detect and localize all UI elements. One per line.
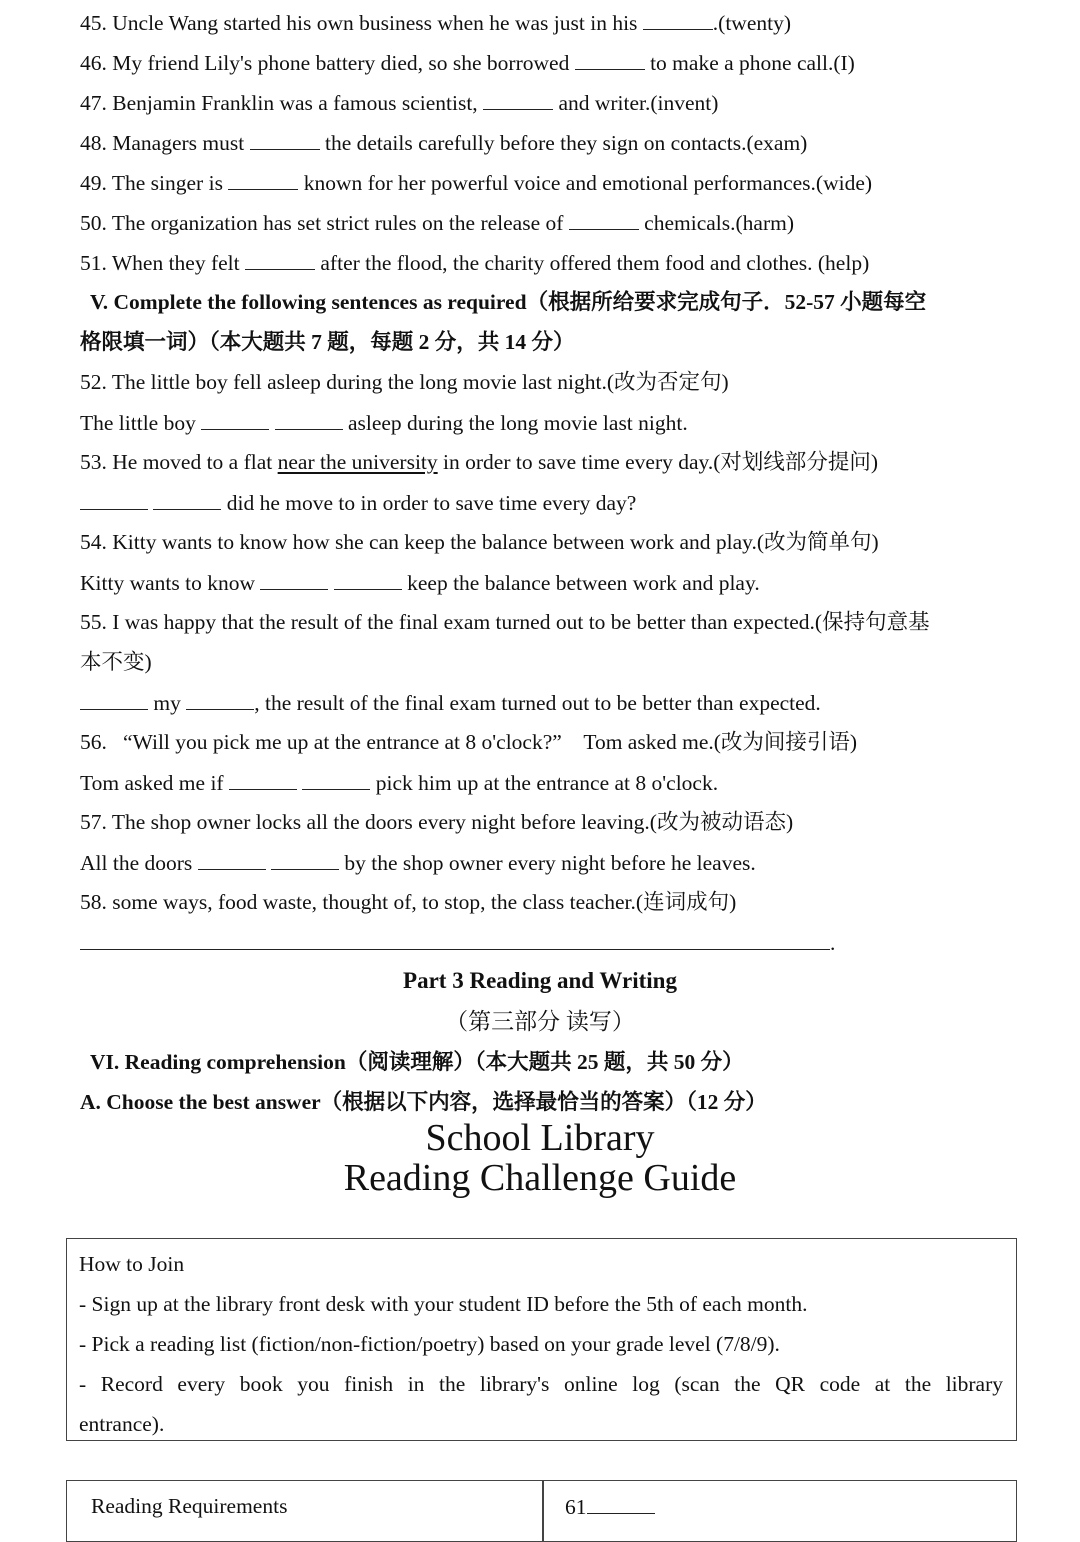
question-46: 46. My friend Lily's phone battery died, so she borrowed to make a phone call.(I): [80, 51, 855, 75]
answer-blank[interactable]: [587, 1493, 655, 1514]
join-item-cont: entrance).: [79, 1412, 165, 1436]
question-56-answer: Tom asked me if pick him up at the entrance at 8 o'clock.: [80, 771, 719, 795]
requirements-table: [66, 1480, 1017, 1542]
underlined-phrase: near the university: [277, 450, 438, 474]
guide-title-2: Reading Challenge Guide: [343, 1157, 737, 1199]
answer-blank[interactable]: [271, 849, 339, 870]
question-55-prompt: 55. I was happy that the result of the final exam turned out to be better than expected.(保持句意基: [80, 610, 930, 634]
join-item: - Record every book you finish in the library's online log (scan the QR code at the library: [79, 1372, 1003, 1396]
section-v-subtitle: 格限填一词）（本大题共 7 题，每题 2 分，共 14 分）: [80, 330, 575, 354]
answer-blank[interactable]: [569, 209, 639, 230]
question-47: 47. Benjamin Franklin was a famous scientist, and writer.(invent): [80, 91, 719, 115]
answer-blank[interactable]: [80, 689, 148, 710]
answer-blank[interactable]: [201, 409, 269, 430]
answer-blank[interactable]: [334, 569, 402, 590]
answer-blank[interactable]: [483, 89, 553, 110]
answer-line[interactable]: [80, 929, 830, 950]
question-61: 61: [565, 1493, 655, 1520]
answer-blank[interactable]: [80, 489, 148, 510]
question-57-answer: All the doors by the shop owner every night before he leaves.: [80, 851, 756, 875]
question-50: 50. The organization has set strict rules on the release of chemicals.(harm): [80, 211, 794, 235]
question-53-answer: did he move to in order to save time every day?: [80, 489, 636, 516]
join-heading: How to Join: [79, 1252, 185, 1276]
table-divider: [542, 1481, 544, 1541]
section-v-title: V. Complete the following sentences as required（根据所给要求完成句子．52-57 小题每空: [90, 290, 927, 314]
guide-title-1: School Library: [425, 1117, 655, 1159]
join-item: - Sign up at the library front desk with your student ID before the 5th of each month.: [79, 1292, 808, 1316]
question-58-answer: .: [80, 929, 835, 956]
section-vi-title: VI. Reading comprehension（阅读理解）（本大题共 25 题，共 50 分）: [90, 1050, 744, 1074]
answer-blank[interactable]: [245, 249, 315, 270]
answer-blank[interactable]: [302, 769, 370, 790]
answer-blank[interactable]: [643, 9, 713, 30]
question-51: 51. When they felt after the flood, the charity offered them food and clothes. (help): [80, 251, 870, 275]
question-57-prompt: 57. The shop owner locks all the doors every night before leaving.(改为被动语态): [80, 810, 794, 834]
answer-blank[interactable]: [575, 49, 645, 70]
question-58-prompt: 58. some ways, food waste, thought of, to stop, the class teacher.(连词成句): [80, 890, 737, 914]
question-55-answer: my , the result of the final exam turned out to be better than expected.: [80, 689, 821, 716]
section-a-title: A. Choose the best answer（根据以下内容，选择最恰当的答案）（12 分）: [80, 1090, 767, 1114]
answer-blank[interactable]: [250, 129, 320, 150]
question-45: 45. Uncle Wang started his own business when he was just in his .(twenty): [80, 11, 791, 35]
question-49: 49. The singer is known for her powerful voice and emotional performances.(wide): [80, 171, 873, 195]
answer-blank[interactable]: [186, 689, 254, 710]
question-54-answer: Kitty wants to know keep the balance between work and play.: [80, 571, 760, 595]
question-52-prompt: 52. The little boy fell asleep during the long movie last night.(改为否定句): [80, 370, 729, 394]
answer-blank[interactable]: [198, 849, 266, 870]
requirements-label: Reading Requirements: [91, 1494, 288, 1518]
question-54-prompt: 54. Kitty wants to know how she can keep the balance between work and play.(改为简单句): [80, 530, 879, 554]
question-48: 48. Managers must the details carefully before they sign on contacts.(exam): [80, 131, 808, 155]
answer-blank[interactable]: [260, 569, 328, 590]
part3-title: Part 3 Reading and Writing: [403, 968, 677, 993]
question-55-prompt-cont: 本不变): [80, 650, 152, 674]
answer-blank[interactable]: [228, 169, 298, 190]
join-item: - Pick a reading list (fiction/non-fiction/poetry) based on your grade level (7/8/9).: [79, 1332, 780, 1356]
question-52-answer: The little boy asleep during the long movie last night.: [80, 411, 688, 435]
how-to-join-box: [66, 1238, 1017, 1441]
answer-blank[interactable]: [153, 489, 221, 510]
answer-blank[interactable]: [275, 409, 343, 430]
answer-blank[interactable]: [229, 769, 297, 790]
part3-subtitle: （第三部分 读写）: [445, 1009, 635, 1034]
question-53-prompt: 53. He moved to a flat near the university in order to save time every day.(对划线部分提问): [80, 450, 879, 474]
question-56-prompt: 56. “Will you pick me up at the entrance at 8 o'clock?” Tom asked me.(改为间接引语): [80, 730, 858, 754]
